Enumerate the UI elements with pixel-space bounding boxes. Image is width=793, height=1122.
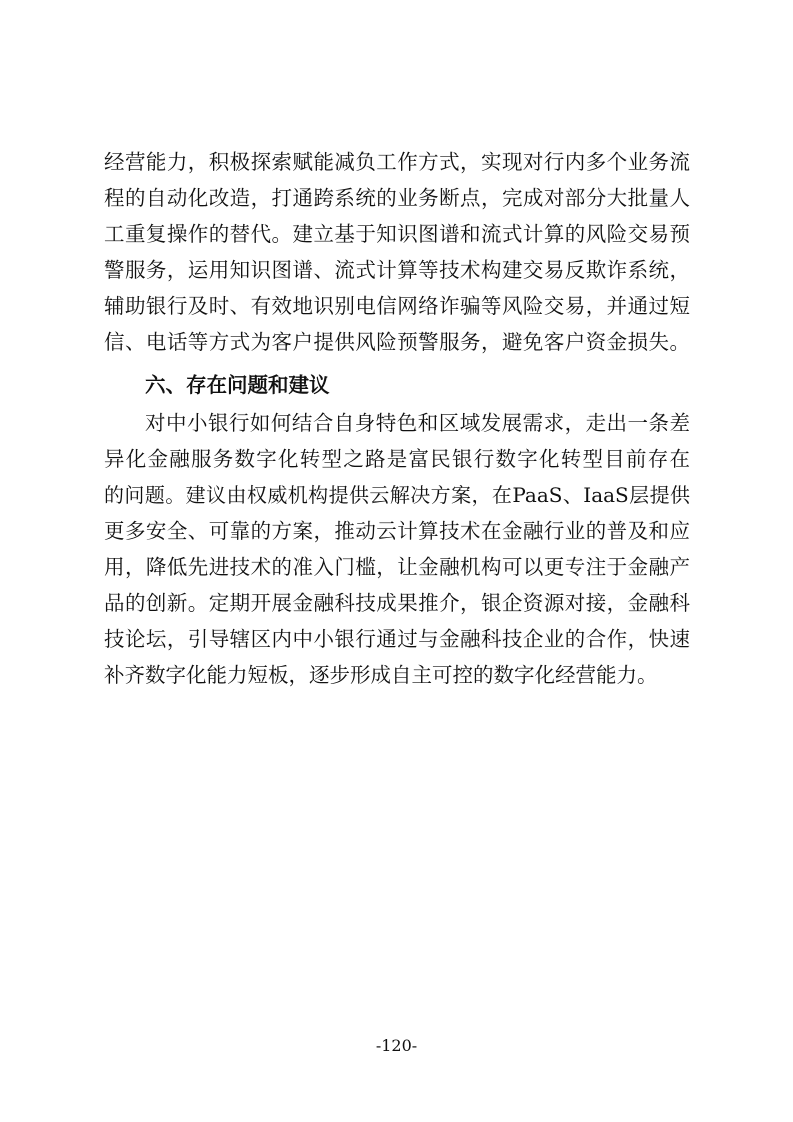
paragraph-line: 更多安全、可靠的方案，推动云计算技术在金融行业的普及和应 xyxy=(104,519,690,543)
paragraph-line: 警服务，运用知识图谱、流式计算等技术构建交易反欺诈系统， xyxy=(104,258,690,282)
paragraph-line: 程的自动化改造，打通跨系统的业务断点，完成对部分大批量人 xyxy=(104,186,690,210)
paragraph-line: 对中小银行如何结合自身特色和区域发展需求，走出一条差 xyxy=(145,411,690,435)
paragraph-line: 辅助银行及时、有效地识别电信网络诈骗等风险交易，并通过短 xyxy=(104,294,690,318)
paragraph-line: 工重复操作的替代。建立基于知识图谱和流式计算的风险交易预 xyxy=(104,222,690,246)
paragraph-line: 品的创新。定期开展金融科技成果推介，银企资源对接，金融科 xyxy=(104,591,690,615)
paragraph-line: 技论坛，引导辖区内中小银行通过与金融科技企业的合作，快速 xyxy=(104,627,690,651)
page-number: -120- xyxy=(375,1036,418,1055)
section-heading: 六、存在问题和建议 xyxy=(145,373,330,397)
paragraph-line: 经营能力，积极探索赋能减负工作方式，实现对行内多个业务流 xyxy=(104,150,690,174)
paragraph-line: 异化金融服务数字化转型之路是富民银行数字化转型目前存在 xyxy=(104,447,690,471)
paragraph-line: 的问题。建议由权威机构提供云解决方案，在PaaS、IaaS层提供 xyxy=(104,483,690,507)
paragraph-line: 补齐数字化能力短板，逐步形成自主可控的数字化经营能力。 xyxy=(104,663,658,687)
paragraph-line: 信、电话等方式为客户提供风险预警服务，避免客户资金损失。 xyxy=(104,330,690,354)
paragraph-line: 用，降低先进技术的准入门槛，让金融机构可以更专注于金融产 xyxy=(104,555,690,579)
